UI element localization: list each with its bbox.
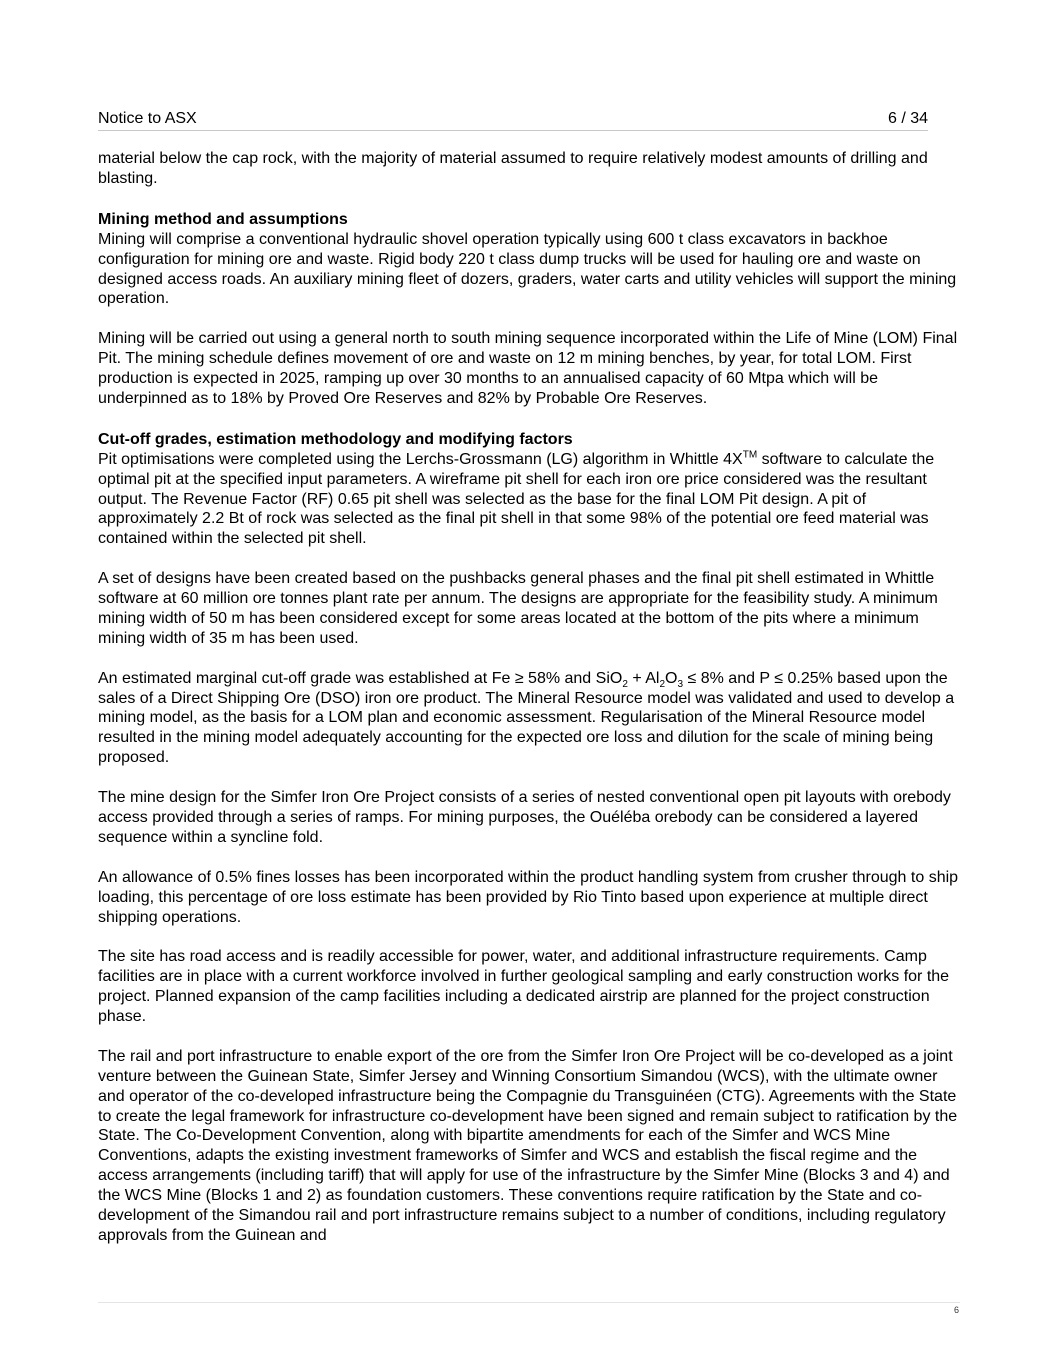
paragraph: A set of designs have been created based on the pushbacks general phases and the final pit shell estimated in Whittle software at 60 million ore tonnes plant rate per annum. The designs are appropriate for the feasibility study. A minimum mining width of 50 m has been considered except for some areas located at the bottom of the pits where a minimum mining width of 35 m has been used. [98, 570, 938, 647]
paragraph: The rail and port infrastructure to enable export of the ore from the Simfer Iron Ore Project will be co-developed as a joint venture between the Guinean State, Simfer Jersey and Winning Consortium Simandou (WCS), with the ultimate owner and operator of the co-developed infrastructure being the Compagnie du Transguinéen (CTG). Agreements with the State to create the legal framework for infrastructure co-development have been signed and remain subject to ratification by the State. The Co-Development Convention, along with bipartite amendments for each of the Simfer and WCS Mine Conventions, adapts the existing investment frameworks of Simfer and WCS and establish the fiscal regime and the access arrangements (including tariff) that will apply for use of the infrastructure by the Simfer Mine (Blocks 3 and 4) and the WCS Mine (Blocks 1 and 2) as foundation customers. These conventions require ratification by the State and co-development of the Simandou rail and port infrastructure remains subject to a number of conditions, including regulatory approvals from the Guinean and [98, 1047, 958, 1244]
text-run: O [665, 669, 678, 687]
document-body [98, 149, 963, 1266]
footer-divider [98, 1302, 960, 1303]
text-run: software to calculate the optimal pit at the specified input parameters. A wireframe pit shell for each iron ore price considered was the resultant output. The Revenue Factor (RF) 0.65 pit shell was selected as the base for the final LOM Pit design. A pit of approximately 2.2 Bt of rock was selected as the final pit shell in that some 98% of the potential ore feed material was contained within the selected pit shell. [98, 450, 935, 548]
paragraph: An allowance of 0.5% fines losses has been incorporated within the product handling system from crusher through to ship loading, this percentage of ore loss estimate has been provided by Rio Tinto based upon experience at multiple direct shipping operations. [98, 868, 959, 926]
trademark-superscript: TM [742, 449, 758, 461]
section-heading-mining-method: Mining method and assumptions [98, 210, 348, 228]
text-run: Pit optimisations were completed using the Lerchs-Grossmann (LG) algorithm in Whittle 4X [98, 450, 743, 468]
paragraph: The site has road access and is readily accessible for power, water, and additional infrastructure requirements. Camp facilities are in place with a current workforce involved in further geological sampling and early construction works for the project. Planned expansion of the camp facilities including a dedicated airstrip are planned for the project construction phase. [98, 948, 950, 1026]
subscript: 3 [677, 678, 684, 690]
footer-page-number: 6 [953, 1305, 959, 1315]
section-heading-cutoff-grades: Cut-off grades, estimation methodology and modifying factors [98, 430, 573, 448]
text-run: ≤ 8% and P ≤ 0.25% based upon the sales of a Direct Shipping Ore (DSO) iron ore product. The Mineral Resource model was validated and used to develop a mining model, as the basis for a LOM plan and economic assessment. Regularisation of the Mineral Resource model resulted in the mining model adequately accounting for the expected ore loss and dilution for the scale of mining being proposed. [98, 669, 955, 767]
paragraph: Mining will comprise a conventional hydraulic shovel operation typically using 600 t class excavators in backhoe configuration for mining ore and waste. Rigid body 220 t class dump trucks will be used for hauling ore and waste on designed access roads. An auxiliary mining fleet of dozers, graders, water carts and utility vehicles will support the mining operation. [98, 230, 957, 308]
text-run: + Al [627, 669, 660, 687]
paragraph [98, 450, 963, 550]
paragraph [98, 669, 963, 769]
subscript: 2 [659, 678, 666, 690]
text-run: An estimated marginal cut-off grade was established at Fe ≥ 58% and SiO [98, 669, 623, 687]
paragraph: material below the cap rock, with the majority of material assumed to require relatively modest amounts of drilling and blasting. [98, 150, 928, 187]
paragraph: The mine design for the Simfer Iron Ore Project consists of a series of nested conventional open pit layouts with orebody access provided through a series of ramps. For mining purposes, the Ouéléba orebody can be considered a layered sequence within a syncline fold. [98, 789, 951, 846]
page-header-number: 6 / 34 [887, 110, 928, 127]
page-header [98, 108, 928, 131]
subscript: 2 [622, 678, 628, 690]
page-header-title: Notice to ASX [98, 110, 197, 127]
paragraph: Mining will be carried out using a general north to south mining sequence incorporated within the Life of Mine (LOM) Final Pit. The mining schedule defines movement of ore and waste on 12 m mining benches, by year, for total LOM. First production is expected in 2025, ramping up over 30 months to an annualised capacity of 60 Mtpa which will be underpinned as to 18% by Proved Ore Reserves and 82% by Probable Ore Reserves. [98, 330, 958, 407]
